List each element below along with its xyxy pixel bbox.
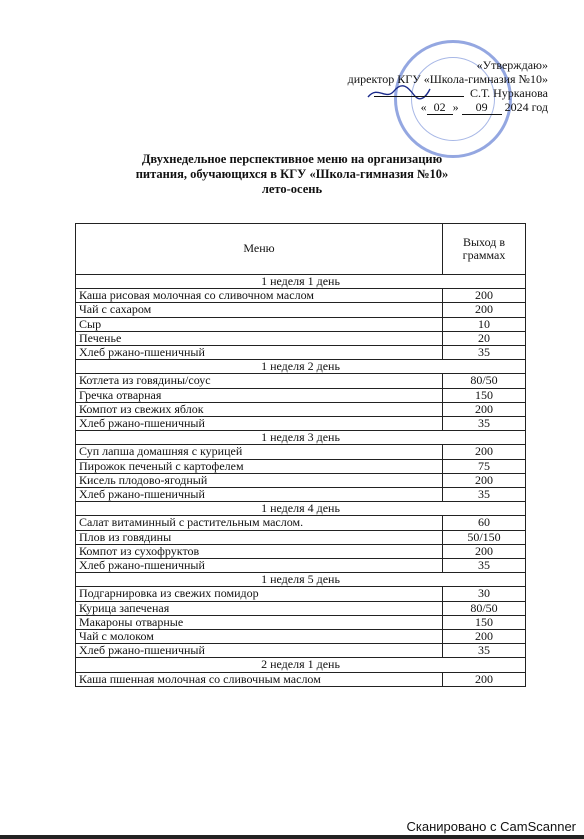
- table-row: [76, 445, 526, 459]
- dish-name: Чай с молоком: [76, 630, 443, 644]
- section-row: [76, 431, 526, 445]
- dish-name: Компот из свежих яблок: [76, 402, 443, 416]
- dish-output: 35: [443, 346, 526, 360]
- table-row: [76, 346, 526, 360]
- table-row: [76, 402, 526, 416]
- table-row: [76, 516, 526, 530]
- date-month: 09: [462, 100, 502, 115]
- section-title: 1 неделя 4 день: [76, 502, 526, 516]
- section-row: [76, 573, 526, 587]
- dish-name: Хлеб ржано-пшеничный: [76, 488, 443, 502]
- approval-line-2: директор КГУ «Школа-гимназия №10»: [347, 72, 548, 86]
- dish-name: Хлеб ржано-пшеничный: [76, 559, 443, 573]
- dish-name: Курица запеченая: [76, 601, 443, 615]
- dish-output: 35: [443, 417, 526, 431]
- section-title: 1 неделя 5 день: [76, 573, 526, 587]
- dish-name: Печенье: [76, 331, 443, 345]
- dish-output: 150: [443, 388, 526, 402]
- dish-name: Гречка отварная: [76, 388, 443, 402]
- approval-block: [268, 58, 548, 115]
- scanner-footer: [0, 821, 584, 839]
- dish-output: 200: [443, 473, 526, 487]
- table-row: [76, 473, 526, 487]
- date-year: 2024 год: [504, 100, 548, 114]
- date-open-quote: «: [420, 100, 427, 114]
- section-row: [76, 658, 526, 672]
- dish-name: Чай с сахаром: [76, 303, 443, 317]
- footer-bar: [0, 835, 584, 839]
- dish-name: Котлета из говядины/соус: [76, 374, 443, 388]
- section-row: [76, 275, 526, 289]
- table-row: [76, 530, 526, 544]
- dish-name: Суп лапша домашняя с курицей: [76, 445, 443, 459]
- dish-output: 150: [443, 615, 526, 629]
- approval-signature-line: [268, 86, 548, 100]
- section-title: 1 неделя 1 день: [76, 275, 526, 289]
- signature-underline: [374, 87, 464, 97]
- header-output: Выход в граммах: [443, 224, 526, 275]
- table-row: [76, 644, 526, 658]
- title-line-2: питания, обучающихся в КГУ «Школа-гимназия №10»: [135, 167, 449, 181]
- dish-name: Кисель плодово-ягодный: [76, 473, 443, 487]
- dish-output: 35: [443, 644, 526, 658]
- dish-name: Каша пшенная молочная со сливочным маслом: [76, 672, 443, 686]
- dish-name: Пирожок печеный с картофелем: [76, 459, 443, 473]
- dish-output: 35: [443, 559, 526, 573]
- dish-output: 60: [443, 516, 526, 530]
- dish-output: 10: [443, 317, 526, 331]
- section-title: 1 неделя 3 день: [76, 431, 526, 445]
- table-header-row: [76, 224, 526, 275]
- date-day: 02: [427, 100, 453, 115]
- dish-output: 200: [443, 303, 526, 317]
- table-row: [76, 317, 526, 331]
- table-row: [76, 601, 526, 615]
- dish-output: 30: [443, 587, 526, 601]
- scanner-brand: Сканировано с CamScanner: [406, 819, 576, 834]
- table-row: [76, 587, 526, 601]
- dish-name: Компот из сухофруктов: [76, 544, 443, 558]
- dish-output: 20: [443, 331, 526, 345]
- dish-name: Хлеб ржано-пшеничный: [76, 644, 443, 658]
- section-row: [76, 502, 526, 516]
- table-row: [76, 417, 526, 431]
- section-row: [76, 360, 526, 374]
- title-line-1: Двухнедельное перспективное меню на организацию: [141, 152, 443, 166]
- dish-output: 200: [443, 445, 526, 459]
- dish-name: Каша рисовая молочная со сливочном маслом: [76, 289, 443, 303]
- section-title: 2 неделя 1 день: [76, 658, 526, 672]
- table-row: [76, 488, 526, 502]
- table-row: [76, 559, 526, 573]
- table-row: [76, 331, 526, 345]
- date-close-quote: »: [452, 100, 459, 114]
- dish-name: Плов из говядины: [76, 530, 443, 544]
- table-row: [76, 459, 526, 473]
- dish-output: 200: [443, 672, 526, 686]
- menu-table-body: [76, 275, 526, 687]
- document-title: [0, 152, 584, 197]
- dish-output: 75: [443, 459, 526, 473]
- dish-name: Салат витаминный с растительным маслом.: [76, 516, 443, 530]
- dish-output: 80/50: [443, 601, 526, 615]
- director-name: С.Т. Нурканова: [469, 86, 548, 100]
- dish-name: Сыр: [76, 317, 443, 331]
- table-row: [76, 672, 526, 686]
- table-row: [76, 374, 526, 388]
- table-row: [76, 630, 526, 644]
- title-line-3: лето-осень: [261, 182, 323, 196]
- dish-name: Подгарнировка из свежих помидор: [76, 587, 443, 601]
- dish-output: 80/50: [443, 374, 526, 388]
- menu-table: [75, 223, 526, 687]
- dish-output: 200: [443, 630, 526, 644]
- dish-name: Хлеб ржано-пшеничный: [76, 417, 443, 431]
- section-title: 1 неделя 2 день: [76, 360, 526, 374]
- dish-output: 35: [443, 488, 526, 502]
- table-row: [76, 544, 526, 558]
- table-row: [76, 289, 526, 303]
- approval-date: [421, 100, 548, 115]
- table-row: [76, 615, 526, 629]
- dish-name: Хлеб ржано-пшеничный: [76, 346, 443, 360]
- header-menu: Меню: [76, 224, 443, 275]
- table-row: [76, 303, 526, 317]
- dish-output: 200: [443, 544, 526, 558]
- approval-line-1: «Утверждаю»: [476, 58, 548, 72]
- dish-output: 50/150: [443, 530, 526, 544]
- table-row: [76, 388, 526, 402]
- dish-output: 200: [443, 289, 526, 303]
- dish-output: 200: [443, 402, 526, 416]
- dish-name: Макароны отварные: [76, 615, 443, 629]
